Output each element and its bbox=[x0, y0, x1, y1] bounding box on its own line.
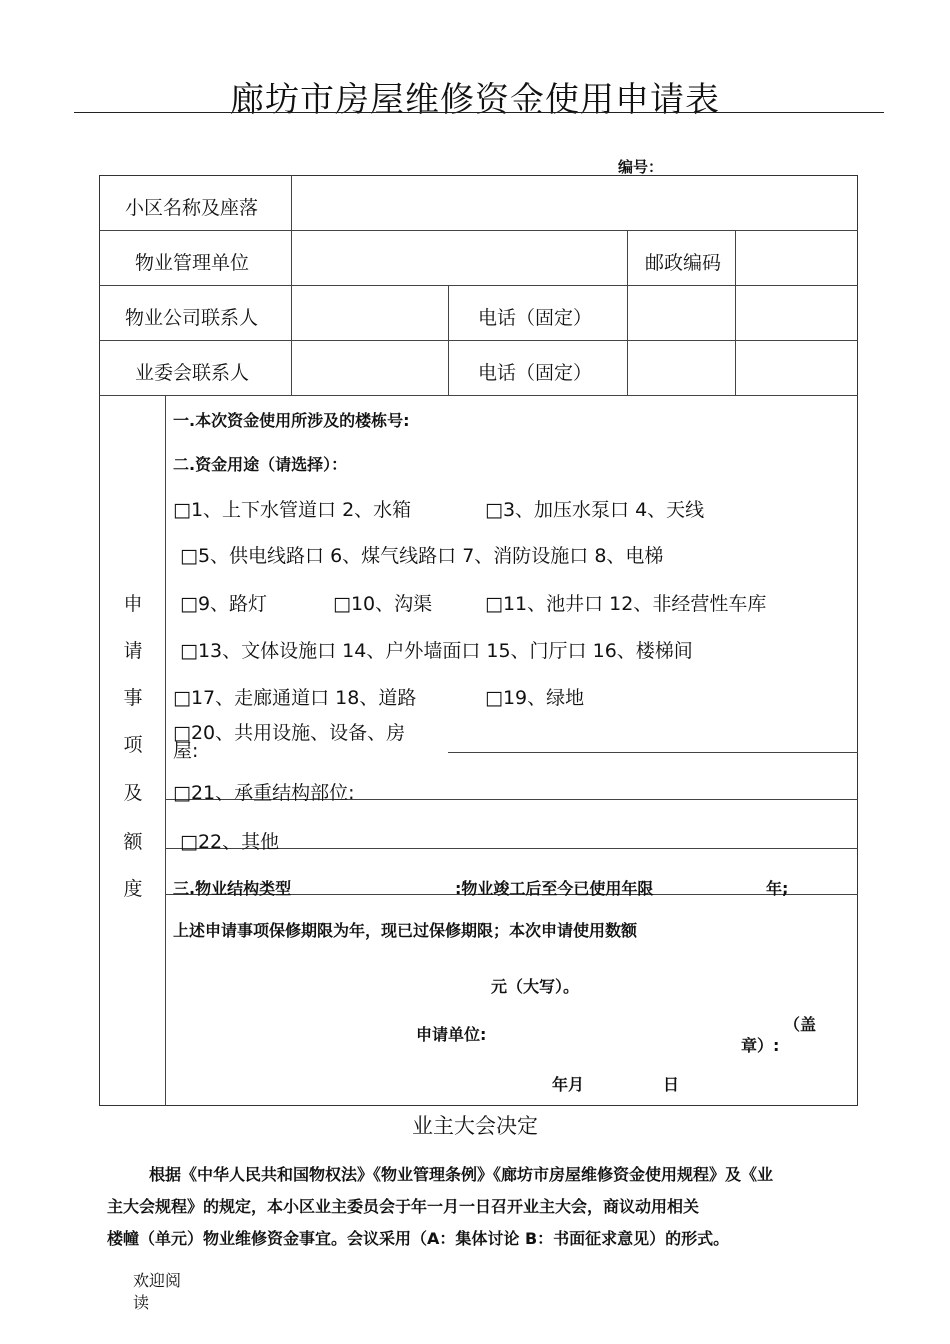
form-title: 廊坊市房屋维修资金使用申请表 bbox=[230, 80, 720, 120]
side-label-char: 项 bbox=[123, 734, 143, 756]
section-building-numbers: 一.本次资金使用所涉及的楼栋号: bbox=[173, 411, 410, 430]
row-divider bbox=[99, 395, 858, 396]
footer-text: 欢迎阅读 bbox=[133, 1271, 182, 1312]
day-label: 日 bbox=[663, 1075, 680, 1094]
side-label-char: 事 bbox=[123, 687, 143, 709]
row-divider bbox=[99, 285, 858, 286]
usage-option[interactable]: □3、加压水泵口 4、天线 bbox=[485, 499, 705, 521]
col-divider bbox=[627, 230, 628, 395]
company-phone-input[interactable] bbox=[629, 287, 734, 339]
row-divider bbox=[99, 340, 858, 341]
col-divider bbox=[291, 175, 292, 395]
usage-option[interactable]: □17、走廊通道口 18、道路 bbox=[173, 687, 417, 709]
usage-option[interactable]: □19、绿地 bbox=[485, 687, 585, 709]
company-contact-input[interactable] bbox=[293, 287, 447, 339]
col-divider bbox=[735, 230, 736, 395]
decision-paragraph: 楼幢（单元）物业维修资金事宜。会议采用（A：集体讨论 B：书面征求意见）的形式。 bbox=[107, 1229, 730, 1248]
seal-label: 章）: bbox=[741, 1036, 780, 1055]
phone-label: 电话（固定） bbox=[478, 307, 593, 329]
postal-code-label: 邮政编码 bbox=[645, 252, 722, 274]
applicant-label: 申请单位: bbox=[416, 1025, 487, 1044]
usage-option[interactable]: □20、共用设施、设备、房 bbox=[173, 722, 406, 744]
date-label: 年月 bbox=[552, 1075, 585, 1094]
col-divider bbox=[448, 285, 449, 395]
postal-code-input[interactable] bbox=[737, 232, 856, 284]
committee-contact-input[interactable] bbox=[293, 342, 447, 394]
title-underline bbox=[74, 112, 884, 113]
fill-line bbox=[448, 752, 858, 753]
usage-option[interactable]: □10、沟渠 bbox=[333, 593, 433, 615]
usage-option[interactable]: □5、供电线路口 6、煤气线路口 7、消防设施口 8、电梯 bbox=[180, 545, 664, 567]
side-label-char: 额 bbox=[123, 831, 143, 853]
seal-label: （盖 bbox=[784, 1015, 817, 1034]
section-heading: 业主大会决定 bbox=[412, 1114, 538, 1138]
company-contact-label: 物业公司联系人 bbox=[125, 307, 259, 329]
usage-option[interactable]: □13、文体设施口 14、户外墙面口 15、门厅口 16、楼梯间 bbox=[180, 640, 693, 662]
serial-number-label: 编号： bbox=[618, 158, 664, 176]
phone-label: 电话（固定） bbox=[478, 362, 593, 384]
usage-option[interactable]: □1、上下水管道口 2、水箱 bbox=[173, 499, 412, 521]
decision-paragraph: 主大会规程》的规定，本小区业主委员会于年一月一日召开业主大会，商议动用相关 bbox=[107, 1197, 700, 1216]
years-used-label: :物业竣工后至今已使用年限 bbox=[455, 879, 654, 898]
usage-option[interactable]: □21、承重结构部位: bbox=[173, 782, 355, 804]
side-label-char: 请 bbox=[123, 640, 143, 662]
side-label-char: 及 bbox=[123, 782, 143, 804]
property-unit-input[interactable] bbox=[293, 232, 626, 284]
row-divider bbox=[99, 230, 858, 231]
property-unit-label: 物业管理单位 bbox=[135, 252, 250, 274]
usage-option[interactable]: □11、池井口 12、非经营性车库 bbox=[485, 593, 767, 615]
section-fund-usage: 二.资金用途（请选择）： bbox=[173, 455, 348, 474]
committee-phone-input[interactable] bbox=[629, 342, 734, 394]
usage-option[interactable]: □9、路灯 bbox=[180, 593, 268, 615]
decision-paragraph: 根据《中华人民共和国物权法》《物业管理条例》《廊坊市房屋维修资金使用规程》及《业 bbox=[149, 1165, 774, 1184]
usage-option[interactable]: □22、其他 bbox=[180, 831, 280, 853]
col-divider bbox=[165, 395, 166, 1106]
community-input[interactable] bbox=[293, 177, 856, 229]
side-label-char: 申 bbox=[123, 593, 143, 615]
usage-option-overflow: 屋: bbox=[173, 740, 199, 762]
committee-contact-label: 业委会联系人 bbox=[135, 362, 250, 384]
years-unit: 年; bbox=[766, 879, 789, 898]
side-label-char: 度 bbox=[123, 878, 143, 900]
amount-uppercase: 元（大写）。 bbox=[491, 977, 580, 996]
warranty-statement: 上述申请事项保修期限为年，现已过保修期限；本次申请使用数额 bbox=[173, 921, 638, 940]
structure-type-label: 三.物业结构类型 bbox=[173, 879, 292, 898]
community-label: 小区名称及座落 bbox=[125, 197, 259, 219]
